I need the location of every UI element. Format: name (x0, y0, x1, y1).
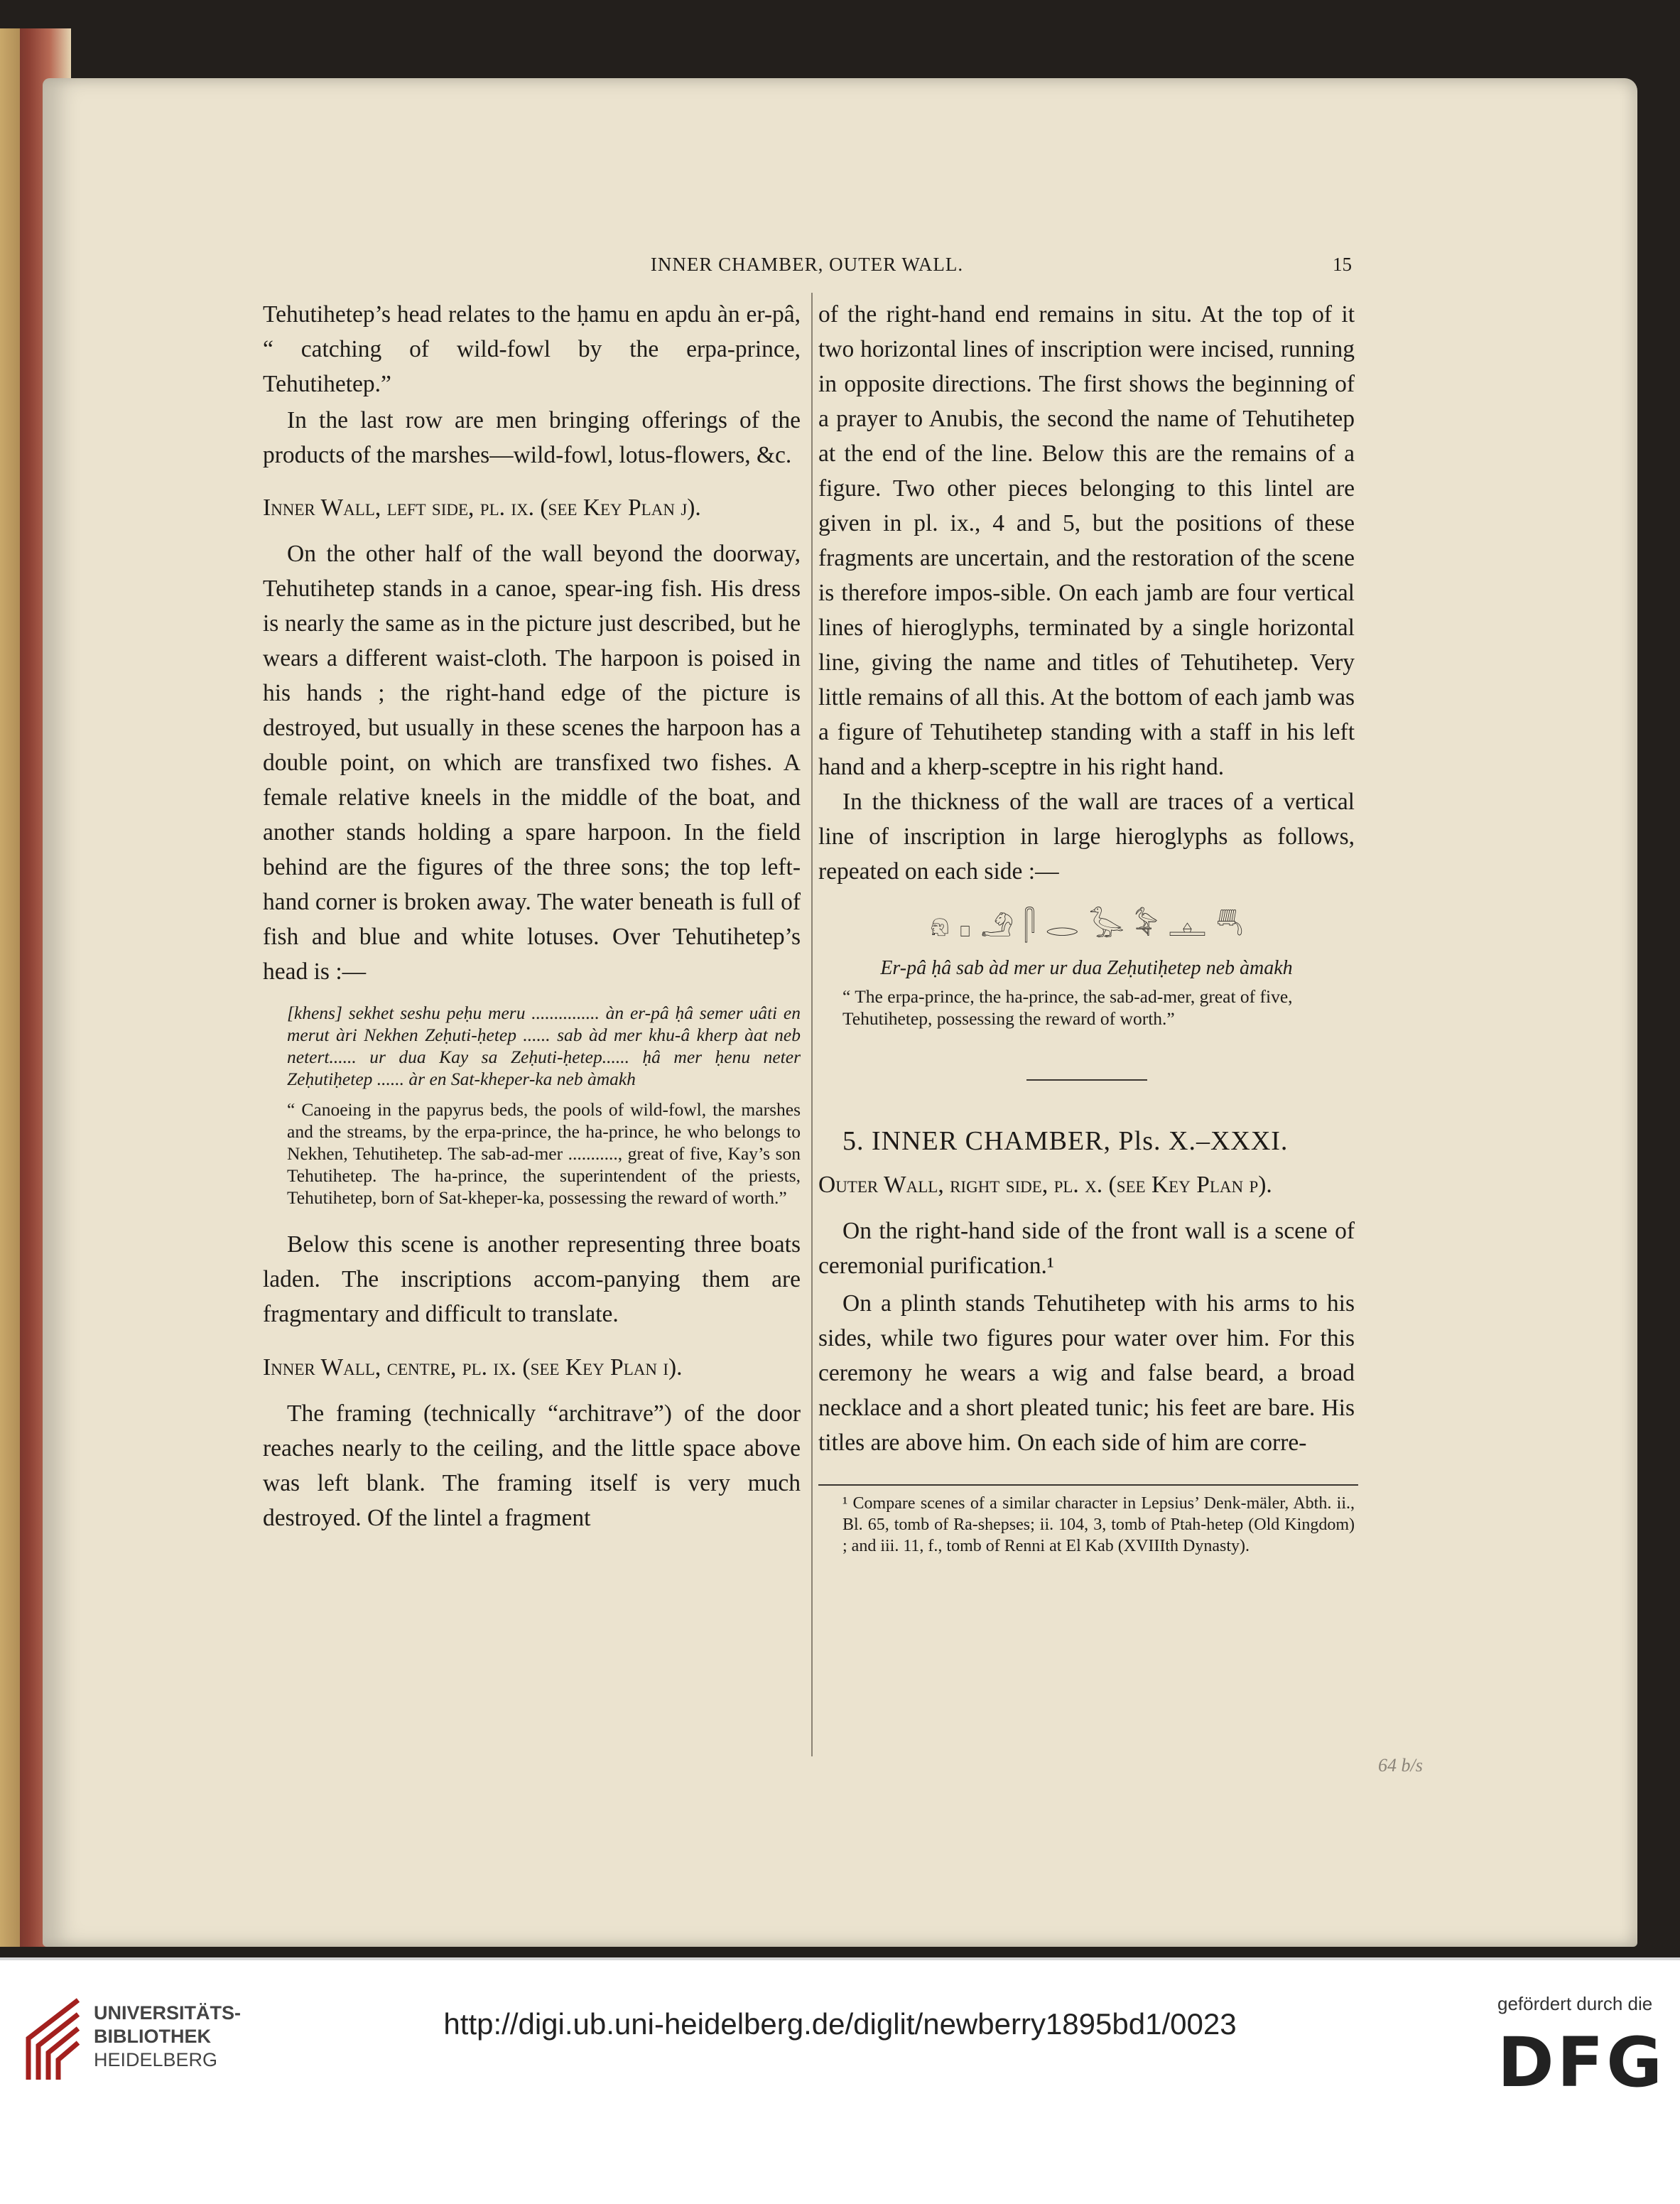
section-heading-inner-wall-left: Inner Wall, left side, pl. ix. (see Key Plan j). (263, 495, 701, 521)
footer-top-rule (0, 1957, 1680, 1960)
left-paragraph-3: On the other half of the wall beyond the doorway, Tehutihetep stands in a canoe, spear-ing fish. His dress is nearly the same as in the picture just described, but he wears a different waist-cloth. The harpoon is poised in his hands ; the right-hand edge of the picture is destroyed, but usually in these scenes the harpoon has a double point, on which are transfixed two fishes. A female relative kneels in the middle of the boat, and another stands holding a spare harpoon. In the field behind are the figures of the three sons; the top left-hand corner is broken away. The water beneath is full of fish and blue and white lotuses. Over Tehutihetep’s head is :— (263, 541, 801, 985)
hieroglyph-icon: 𓋴 (1024, 910, 1036, 943)
left-paragraph-2: In the last row are men bringing offerings of the products of the marshes—wild-fowl, lotus-flowers, &c. (263, 407, 801, 468)
section-title-inner-chamber: 5. INNER CHAMBER, Pls. X.–XXXI. (842, 1126, 1289, 1156)
right-paragraph-1: of the right-hand end remains in situ. At the top of it two horizontal lines of inscription were incised, running in opposite directions. The first shows the beginning of a prayer to Anubis, the second the name of Tehutihetep at the end of the line. Below this are the remains of a figure. Two other pieces belonging to this lintel are given in pl. ix., 4 and 5, but the positions of these fragments are uncertain, and the restoration of the scene is therefore impos-sible. On each jamb are four vertical lines of hieroglyphs, terminated by a single horizontal line, giving the name and titles of Tehutihetep. Very little remains of all this. At the bottom of each jamb was a figure of Tehutihetep standing with a staff in his left hand and a kherp-sceptre in his right hand. (818, 301, 1355, 780)
permalink-url[interactable]: http://digi.ub.uni-heidelberg.de/diglit/newberry1895bd1/0023 (443, 2007, 1237, 2041)
hieroglyph-icon: 𓂋 (1045, 910, 1079, 943)
column-divider (811, 293, 813, 1756)
hieroglyph-icon: 𓅭 (1088, 910, 1124, 943)
right-paragraph-2: In the thickness of the wall are traces of a vertical line of inscription in large hieroglyphs as follows, repeated on each side :— (818, 789, 1355, 885)
viewer-footer (0, 1957, 1680, 2204)
footnote: ¹ Compare scenes of a similar character in Lepsius’ Denk-mäler, Abth. ii., Bl. 65, tomb of Ra-shepses; ii. 104, 3, tomb of Ptah-hetep (Old Kingdom) ; and iii. 11, f., tomb of Renni at El Kab (XVIIIth Dynasty). (842, 1494, 1355, 1555)
right-paragraph-3: On the right-hand side of the front wall is a scene of ceremonial purification.¹ (818, 1218, 1355, 1279)
library-name-line-3: HEIDELBERG (94, 2049, 218, 2070)
left-paragraph-1: Tehutihetep’s head relates to the ḥamu en apdu àn er-pâ, “ catching of wild-fowl by the erpa-prince, Tehutihetep.” (263, 301, 801, 397)
hieroglyph-icon: 𓊵 (1168, 910, 1207, 943)
right-paragraph-4: On a plinth stands Tehutihetep with his arms to his sides, while two figures pour water over him. For this ceremony he wears a wig and false beard, a broad necklace and a short pleated tunic; his feet are bare. His titles are above him. On each side of him are corre- (818, 1290, 1355, 1456)
hieroglyph-icon: 𓁶 (929, 910, 950, 943)
section-heading-outer-wall-right: Outer Wall, right side, pl. x. (see Key Plan p). (818, 1172, 1272, 1198)
dfg-logo[interactable]: DFG (1497, 2023, 1666, 2102)
hieroglyph-icon: 𓅝 (1134, 910, 1159, 943)
book-gilt-edge (0, 28, 20, 1947)
library-name-line-2: BIBLIOTHEK (94, 2026, 211, 2047)
funding-note: gefördert durch die (1497, 1993, 1653, 2014)
translation-block: “ Canoeing in the papyrus beds, the pools of wild-fowl, the marshes and the streams, by the erpa-prince, the ha-prince, he who belongs to Nekhen, Tehutihetep. The sab-ad-mer ..........., great of five, Kay’s son Tehutihetep. The ha-prince, the superintendent of the priests, Tehutihetep, born of Sat-kheper-ka, possessing the reward of worth.” (287, 1099, 801, 1208)
hieroglyph-translation: “ The erpa-prince, the ha-prince, the sab-ad-mer, great of five, Tehutihetep, possessing the reward of worth.” (842, 986, 1293, 1029)
left-paragraph-4: Below this scene is another representing three boats laden. The inscriptions accom-panying them are fragmentary and difficult to translate. (263, 1231, 801, 1327)
left-column (263, 297, 801, 1535)
hieroglyph-transliteration: Er-pâ ḥâ sab àd mer ur dua Zeḥutiḥetep neb àmakh (880, 957, 1293, 979)
section-heading-inner-wall-centre: Inner Wall, centre, pl. ix. (see Key Plan i). (263, 1354, 683, 1381)
right-column (818, 297, 1355, 1557)
page-number: 15 (1333, 254, 1352, 275)
section-divider (1026, 1079, 1147, 1081)
hieroglyph-icon: 𓄪 (1216, 910, 1244, 943)
running-head: INNER CHAMBER, OUTER WALL. (650, 254, 964, 275)
library-name-line-1: UNIVERSITÄTS- (94, 2002, 242, 2024)
transliteration-block: [khens] sekhet seshu peḥu meru ............... àn er-pâ ḥâ semer uâti en merut àri Nekhen Zeḥuti-ḥetep ...... sab àd mer khu-â kherp àat neb netert...... ur dua Kay sa Zeḥuti-ḥetep...... ḥâ mer ḥenu neter Zeḥutiḥetep ...... àr en Sat-kheper-ka neb àmakh (287, 1003, 801, 1089)
hieroglyph-inscription (818, 903, 1355, 946)
hieroglyph-icon: 𓊪 (959, 910, 971, 943)
footnote-divider (818, 1484, 1358, 1486)
hieroglyph-icon: 𓄂 (980, 910, 1014, 943)
pencil-margin-note: 64 b/s (1378, 1755, 1423, 1776)
left-paragraph-5: The framing (technically “architrave”) of the door reaches nearly to the ceiling, and the little space above was left blank. The framing itself is very much destroyed. Of the lintel a fragment (263, 1400, 801, 1531)
